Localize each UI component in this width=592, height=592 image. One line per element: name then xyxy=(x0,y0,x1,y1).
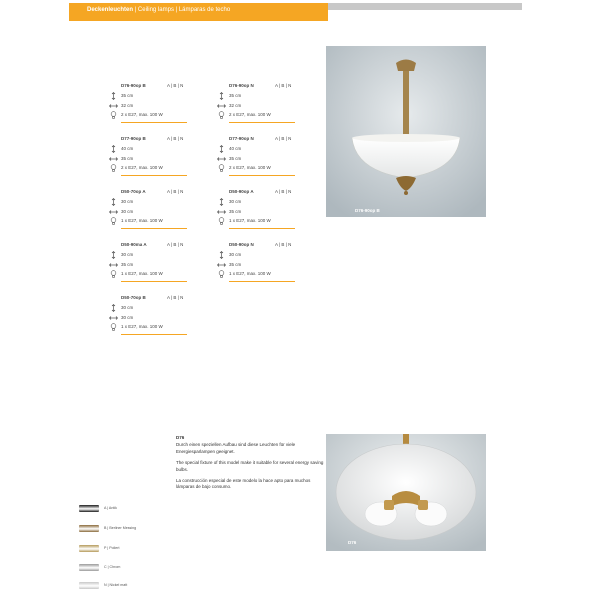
spec-height: 40 cm xyxy=(229,146,242,151)
product-photo-detail xyxy=(326,434,486,551)
spec-height-row xyxy=(109,250,189,260)
bulb-icon xyxy=(109,270,118,278)
height-icon xyxy=(109,198,118,206)
spec-block xyxy=(217,240,297,282)
spec-height-row xyxy=(109,144,189,154)
description-spanish: La construcción especial de este modelo la hace apto para muchos lámparas de bajo consumo. xyxy=(176,478,311,490)
description-title: D76 xyxy=(176,435,185,440)
spec-block xyxy=(109,187,189,229)
width-icon xyxy=(109,261,118,269)
product-photo-main xyxy=(326,46,486,217)
finish-swatch xyxy=(79,525,99,532)
spec-height-row xyxy=(217,91,297,101)
finish-label: C | Chrom xyxy=(104,565,121,569)
spec-block xyxy=(109,240,189,282)
spec-width-row xyxy=(109,207,189,217)
spec-width: 35 cm xyxy=(229,208,242,214)
spec-header xyxy=(217,187,297,197)
spec-header xyxy=(109,187,189,197)
spec-code: D76-90op B xyxy=(121,83,146,88)
spec-divider xyxy=(229,122,295,123)
spec-bulb: 1 x E27, max. 100 W xyxy=(229,271,271,276)
spec-header xyxy=(217,81,297,91)
height-icon xyxy=(217,145,226,153)
spec-block xyxy=(109,134,189,176)
photo-main-caption: D76-90op B xyxy=(355,208,380,213)
width-icon xyxy=(109,155,118,163)
spec-options: A | B | N xyxy=(167,295,184,300)
bulb-icon xyxy=(217,270,226,278)
width-icon xyxy=(217,261,226,269)
spec-options: A | B | N xyxy=(275,242,292,247)
finish-swatch xyxy=(79,505,99,512)
spec-height: 35 cm xyxy=(121,93,134,98)
spec-bulb-row xyxy=(109,216,189,226)
finish-swatch xyxy=(79,582,99,589)
bulb-icon xyxy=(217,164,226,172)
bulb-icon xyxy=(109,323,118,331)
spec-width: 35 cm xyxy=(121,155,134,161)
spec-bulb: 1 x E27, max. 100 W xyxy=(121,271,163,276)
lamp-illustration-1 xyxy=(326,46,486,217)
spec-options: A | B | N xyxy=(167,189,184,194)
bulb-icon xyxy=(217,217,226,225)
spec-height-row xyxy=(217,250,297,260)
spec-options: A | B | N xyxy=(167,242,184,247)
spec-divider xyxy=(229,281,295,282)
spec-bulb-row xyxy=(217,216,297,226)
spec-block xyxy=(217,81,297,123)
spec-width: 35 cm xyxy=(229,261,242,267)
height-icon xyxy=(109,92,118,100)
spec-width: 35 cm xyxy=(121,261,134,267)
spec-width: 32 cm xyxy=(121,102,134,108)
spec-bulb-row xyxy=(109,163,189,173)
spec-options: A | B | N xyxy=(275,136,292,141)
spec-bulb-row xyxy=(217,269,297,279)
height-icon xyxy=(217,251,226,259)
spec-code: D50-90op A xyxy=(229,189,254,194)
spec-width: 30 cm xyxy=(121,208,134,214)
spec-height-row xyxy=(217,197,297,207)
spec-width-row xyxy=(109,260,189,270)
spec-height-row xyxy=(109,303,189,313)
spec-divider xyxy=(121,281,187,282)
spec-options: A | B | N xyxy=(167,136,184,141)
spec-height: 35 cm xyxy=(229,93,242,98)
spec-options: A | B | N xyxy=(275,83,292,88)
spec-width-row xyxy=(217,260,297,270)
spec-height: 30 cm xyxy=(121,305,134,310)
description-english: The special fixture of this model make it suitable for several energy saving bulbs. xyxy=(176,460,324,472)
spec-height: 40 cm xyxy=(121,146,134,151)
spec-width-row xyxy=(109,313,189,323)
spec-bulb: 2 x E27, max. 100 W xyxy=(121,112,163,117)
spec-bulb: 1 x E27, max. 100 W xyxy=(229,218,271,223)
spec-divider xyxy=(121,175,187,176)
finish-swatch xyxy=(79,545,99,552)
spec-block xyxy=(217,187,297,229)
spec-width: 35 cm xyxy=(229,155,242,161)
spec-width-row xyxy=(109,154,189,164)
spec-block xyxy=(109,81,189,123)
photo-detail-caption: D76 xyxy=(348,540,357,545)
spec-header xyxy=(109,81,189,91)
spec-code: D77-90op B xyxy=(121,136,146,141)
spec-width-row xyxy=(217,101,297,111)
spec-block xyxy=(217,134,297,176)
spec-code: D77-90op N xyxy=(229,136,254,141)
spec-width-row xyxy=(109,101,189,111)
width-icon xyxy=(109,102,118,110)
spec-bulb-row xyxy=(109,110,189,120)
height-icon xyxy=(217,198,226,206)
spec-height-row xyxy=(109,197,189,207)
spec-options: A | B | N xyxy=(167,83,184,88)
width-icon xyxy=(217,208,226,216)
spec-divider xyxy=(229,175,295,176)
finish-label: N | Nickel matt xyxy=(104,583,128,587)
spec-height: 30 cm xyxy=(229,199,242,204)
height-icon xyxy=(109,304,118,312)
header-bar xyxy=(69,3,328,21)
spec-code: D50-70op B xyxy=(121,295,146,300)
spec-options: A | B | N xyxy=(275,189,292,194)
spec-code: D76-90op N xyxy=(229,83,254,88)
spec-bulb: 2 x E27, max. 100 W xyxy=(121,165,163,170)
spec-bulb-row xyxy=(217,163,297,173)
bulb-icon xyxy=(109,164,118,172)
header-subtitle: | Ceiling lamps | Lámparas de techo xyxy=(133,7,231,13)
bulb-icon xyxy=(109,217,118,225)
spec-code: D50-90op N xyxy=(229,242,254,247)
product-description xyxy=(176,435,326,496)
spec-header xyxy=(217,240,297,250)
spec-height: 30 cm xyxy=(121,199,134,204)
lamp-illustration-2 xyxy=(326,434,486,551)
spec-bulb-row xyxy=(109,322,189,332)
spec-bulb: 1 x E27, max. 100 W xyxy=(121,218,163,223)
spec-divider xyxy=(121,122,187,123)
width-icon xyxy=(109,314,118,322)
spec-height: 30 cm xyxy=(121,252,134,257)
spec-header xyxy=(109,240,189,250)
spec-header xyxy=(109,134,189,144)
finish-label: A | Antik xyxy=(104,506,117,510)
height-icon xyxy=(109,145,118,153)
spec-width-row xyxy=(217,154,297,164)
spec-height-row xyxy=(109,91,189,101)
spec-height: 30 cm xyxy=(229,252,242,257)
spec-bulb-row xyxy=(109,269,189,279)
finish-swatch xyxy=(79,564,99,571)
height-icon xyxy=(109,251,118,259)
spec-width: 32 cm xyxy=(229,102,242,108)
spec-divider xyxy=(121,228,187,229)
spec-divider xyxy=(121,334,187,335)
spec-code: D50-90ma A xyxy=(121,242,147,247)
width-icon xyxy=(217,155,226,163)
spec-bulb: 2 x E27, max. 100 W xyxy=(229,165,271,170)
spec-code: D50-70op A xyxy=(121,189,146,194)
spec-header xyxy=(217,134,297,144)
header-category: Deckenleuchten xyxy=(87,7,134,13)
description-german: Durch einen speziellen Aufbau sind diese Leuchten für viele Energiesparlampen geeignet. xyxy=(176,442,296,454)
spec-divider xyxy=(229,228,295,229)
bulb-icon xyxy=(217,111,226,119)
bulb-icon xyxy=(109,111,118,119)
spec-width: 30 cm xyxy=(121,314,134,320)
width-icon xyxy=(109,208,118,216)
spec-bulb: 1 x E27, max. 100 W xyxy=(121,324,163,329)
finish-label: P | Poliert xyxy=(104,546,120,550)
spec-height-row xyxy=(217,144,297,154)
height-icon xyxy=(217,92,226,100)
spec-bulb: 2 x E27, max. 100 W xyxy=(229,112,271,117)
header-text xyxy=(87,7,230,13)
spec-bulb-row xyxy=(217,110,297,120)
spec-header xyxy=(109,293,189,303)
finish-label: B | Berliner Messing xyxy=(104,526,137,530)
width-icon xyxy=(217,102,226,110)
header-gray-strip xyxy=(328,3,522,10)
spec-width-row xyxy=(217,207,297,217)
spec-block xyxy=(109,293,189,335)
